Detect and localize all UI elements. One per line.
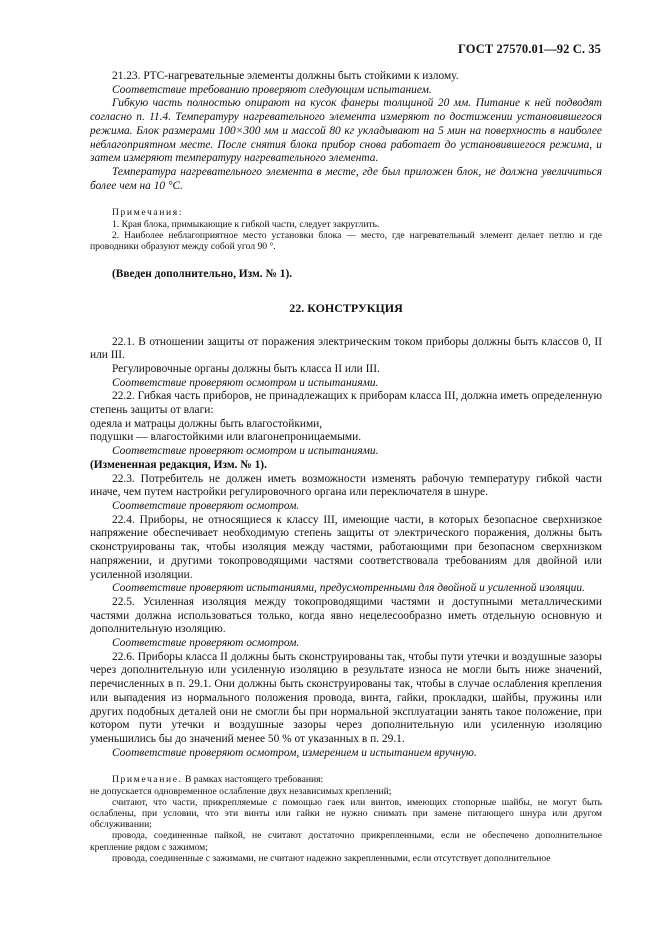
note-2: 2. Наиболее неблагоприятное место установки блока — место, где нагревательный элемент делает петлю и где проводники образуют между собой угол 90 °. [90, 229, 602, 252]
note-item: провода, соединенные пайкой, не считают достаточно прикрепленными, если не обеспечено дополнительное крепление рядом с зажимом; [90, 830, 602, 853]
paragraph: Регулировочные органы должны быть класса II или III. [112, 362, 380, 375]
clause-22-1: 22.1. В отношении защиты от поражения электрическим током приборы должны быть классов 0, II или III. [90, 335, 602, 362]
compliance-statement: Соответствие проверяют осмотром и испытаниями. [112, 445, 379, 458]
test-requirement: Температура нагревательного элемента в месте, где был приложен блок, не должна увеличиться более чем на 10 °С. [90, 165, 602, 192]
amendment-note: (Измененная редакция, Изм. № 1). [90, 458, 267, 471]
clause-22-5: 22.5. Усиленная изоляция между токопроводящими частями и доступными металлическими частями должна использоваться только, когда явно нецелесообразно иметь отдельную основную и дополнительную изоляцию. [90, 595, 602, 636]
page-header: ГОСТ 27570.01—92 С. 35 [458, 42, 601, 56]
note-title-tail: В рамках настоящего требования: [182, 774, 324, 786]
clause-22-3: 22.3. Потребитель не должен иметь возможности изменять рабочую температуру гибкой части иначе, чем путем настройки регулировочного органа или переключателя в шнуре. [90, 472, 602, 499]
note-1: 1. Края блока, примыкающие к гибкой части, следует закруглить. [112, 218, 380, 230]
compliance-statement: Соответствие требованию проверяют следующим испытанием. [112, 83, 432, 96]
note-item: не допускается одновременное ослабление двух независимых креплений; [90, 785, 392, 797]
note-heading [90, 774, 602, 785]
note-item: считают, что части, прикрепляемые с помощью гаек или винтов, имеющих стопорные шайбы, не могут быть ослаблены, при условии, что эти винты или гайки не нужно снимать при замене питающего шнура или другом обслуживании; [90, 796, 602, 831]
compliance-statement: Соответствие проверяют осмотром, измерением и испытанием вручную. [112, 746, 477, 759]
compliance-statement: Соответствие проверяют осмотром и испытаниями. [112, 376, 379, 389]
page-content [90, 70, 602, 864]
note-title: Примечание. [112, 774, 183, 786]
compliance-statement: Соответствие проверяют осмотром. [112, 637, 300, 650]
compliance-statement: Соответствие проверяют испытаниями, предусмотренными для двойной и усиленной изоляции. [112, 582, 585, 595]
clause-21-23: 21.23. PTC-нагревательные элементы должны быть стойкими к излому. [112, 70, 459, 82]
note-item: провода, соединенные с зажимами, не считают надежно закрепленными, если отсутствует дополнительное [112, 852, 551, 864]
notes-title: Примечания: [112, 207, 183, 219]
section-title: 22. КОНСТРУКЦИЯ [289, 300, 403, 315]
test-description: Гибкую часть полностью опирают на кусок фанеры толщиной 20 мм. Питание к ней подводят согласно п. 11.4. Температуру нагревательного элемента измеряют по достижении установившегося режима. Блок размерами 100×300 мм и массой 80 кг укладывают на 5 мин на поверхность в наиболее неблагоприятном месте. После снятия блока прибор снова работает до установившегося режима, и затем измеряют температуру нагревательного элемента. [90, 97, 602, 165]
compliance-statement: Соответствие проверяют осмотром. [112, 499, 300, 512]
list-item: одеяла и матрацы должны быть влагостойкими, [90, 417, 323, 430]
amendment-introduced: (Введен дополнительно, Изм. № 1). [112, 268, 293, 281]
list-item: подушки — влагостойкими или влагонепроницаемыми. [90, 431, 362, 444]
clause-22-2: 22.2. Гибкая часть приборов, не принадлежащих к приборам класса III, должна иметь определенную степень защиты от влаги: [90, 390, 602, 417]
clause-22-4: 22.4. Приборы, не относящиеся к классу III, имеющие части, в которых безопасное сверхнизкое напряжение обеспечивает необходимую степень защиты от электрического поражения, должны быть сконструированы так, чтобы изоляция между частями, работающими при безопасном сверхнизком напряжении, и другими токопроводящими частями соответствовала требованиям для двойной или усиленной изоляции. [90, 513, 602, 581]
clause-22-6: 22.6. Приборы класса II должны быть сконструированы так, чтобы пути утечки и воздушные зазоры через дополнительную или усиленную изоляцию в результате износа не могли быть ниже значений, перечисленных в п. 29.1. Они должны быть сконструированы так, чтобы в случае ослабления крепления или выпадения из нормального положения провода, винта, гайки, прокладки, шайбы, пружины или других подобных деталей они не смогли бы при нормальной эксплуатации занять такое положение, при котором пути утечки и воздушные зазоры через дополнительную или усиленную изоляцию уменьшились бы до значений менее 50 % от указанных в п. 29.1. [90, 650, 602, 745]
